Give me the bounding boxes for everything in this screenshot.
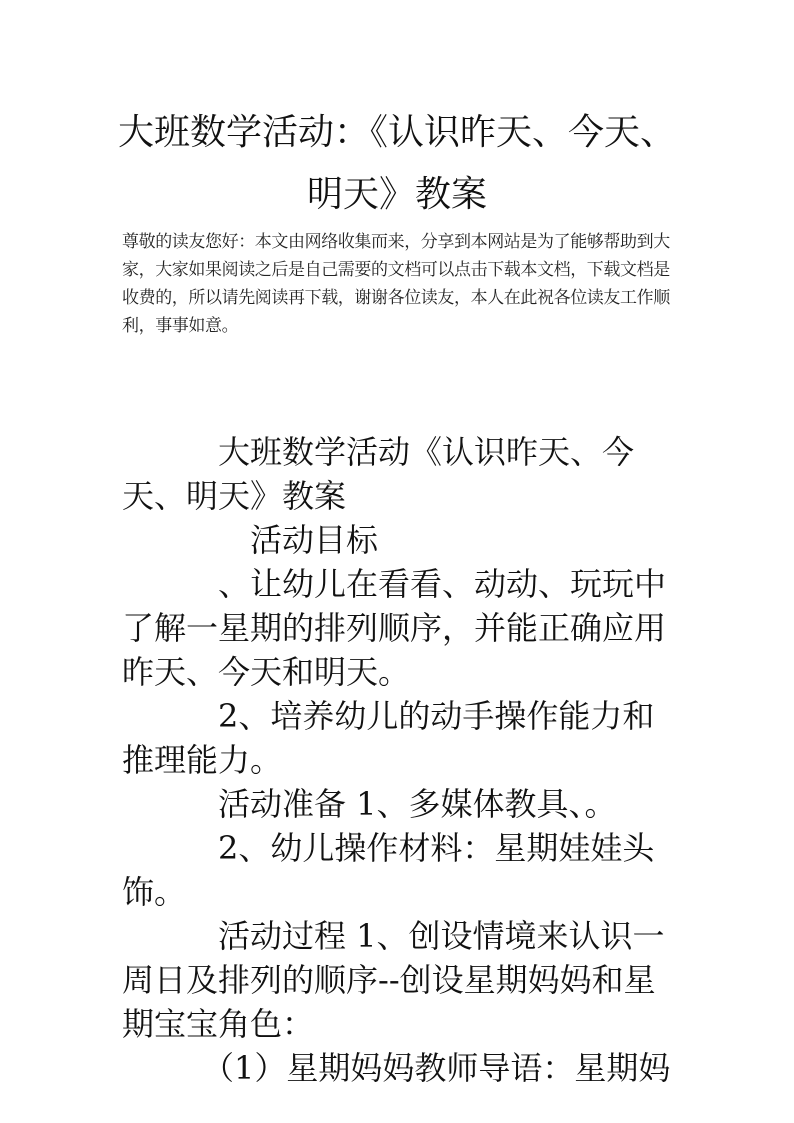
download-notice: 尊敬的读友您好：本文由网络收集而来，分享到本网站是为了能够帮助到大家，大家如果阅读之后是自己需要的文档可以点击下载本文档，下载文档是收费的，所以请先阅读再下载，谢谢各位读友，本人在此祝各位读友工作顺利，事事如意。 (122, 232, 670, 336)
body-heading: 大班数学活动《认识昨天、今天、明天》教案 (122, 433, 635, 515)
document-title: 大班数学活动：《认识昨天、今天、明天》教案 (117, 112, 676, 215)
body-paragraph: 活动过程 1、创设情境来认识一周日及排列的顺序--创设星期妈妈和星期宝宝角色： (122, 917, 665, 1043)
body-paragraph: （1）星期妈妈教师导语：星期妈 (202, 1049, 671, 1087)
body-paragraph: 2、幼儿操作材料：星期娃娃头饰。 (122, 829, 655, 911)
body-paragraph: 活动准备 1、多媒体教具、。 (218, 785, 617, 823)
document-body (122, 430, 678, 1090)
body-paragraph: 2、培养幼儿的动手操作能力和推理能力。 (122, 697, 655, 779)
body-paragraph: 、让幼儿在看看、动动、玩玩中了解一星期的排列顺序，并能正确应用昨天、今天和明天。 (122, 565, 667, 691)
section-heading-goals: 活动目标 (250, 521, 379, 559)
